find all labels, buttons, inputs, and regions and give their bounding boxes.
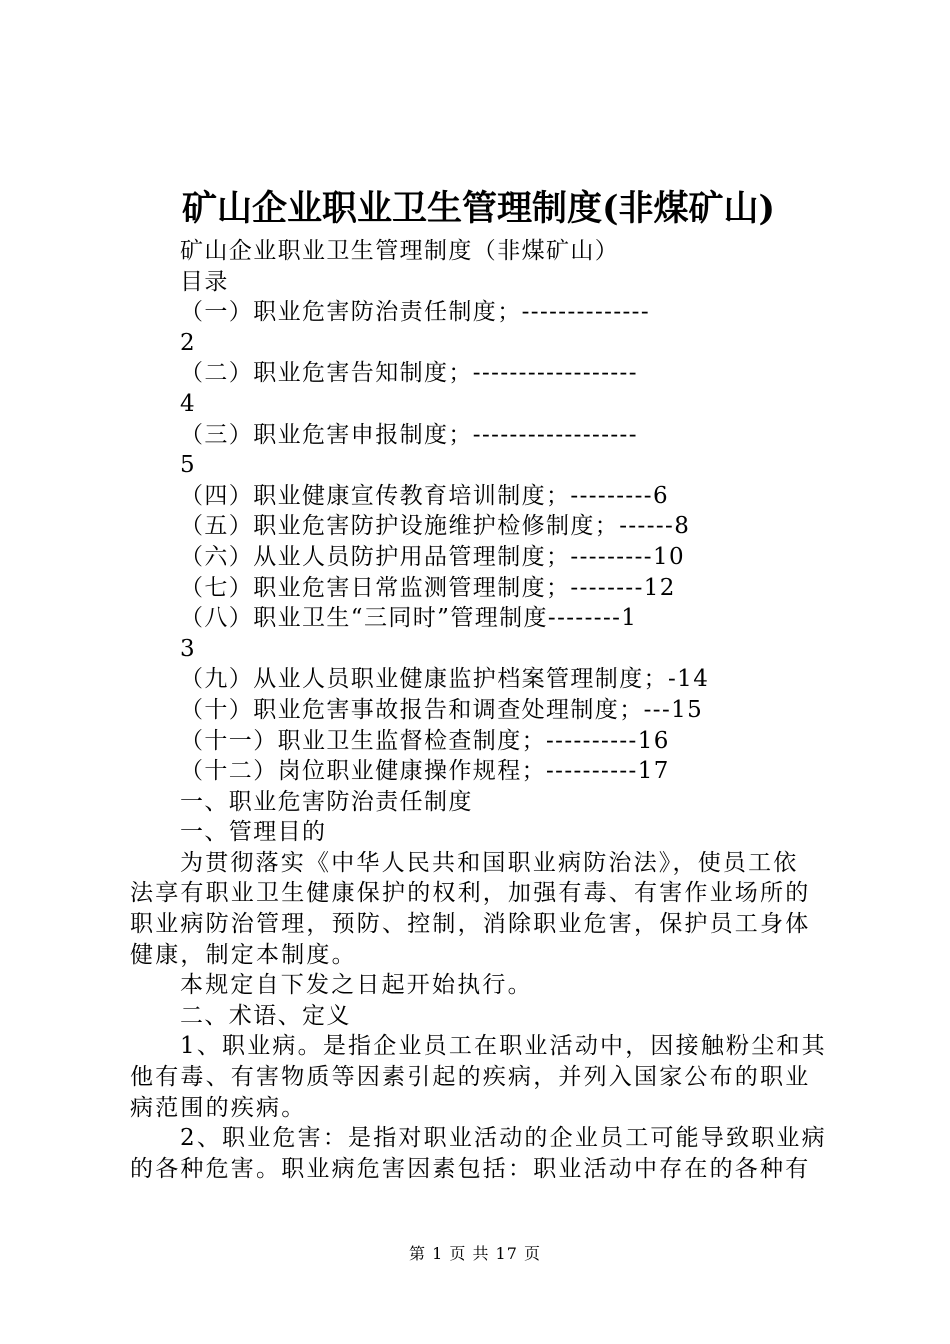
paragraph-line: 职业病防治管理，预防、控制，消除职业危害，保护员工身体 [130,911,811,938]
page-footer: 第 1 页 共 17 页 [409,1244,541,1263]
toc-line: （二）职业危害告知制度；------------------ [180,360,638,387]
toc-line: （十）职业危害事故报告和调查处理制度；---15 [180,696,704,723]
toc-line: （十一）职业卫生监督检查制度；----------16 [180,727,670,754]
document-title: 矿山企业职业卫生管理制度(非煤矿山) [182,188,776,229]
paragraph-line: 他有毒、有害物质等因素引起的疾病，并列入国家公布的职业 [130,1064,811,1091]
toc-line: （九）从业人员职业健康监护档案管理制度；-14 [180,666,710,693]
paragraph-line: 2、职业危害：是指对职业活动的企业员工可能导致职业病 [180,1125,827,1152]
paragraph-line: 为贯彻落实《中华人民共和国职业病防治法》，使员工依 [180,849,799,876]
toc-line: （八）职业卫生“三同时”管理制度--------1 [180,605,638,632]
toc-line: 5 [180,452,197,479]
toc-line: （十二）岗位职业健康操作规程；----------17 [180,758,670,785]
toc-line: （三）职业危害申报制度；------------------ [180,421,638,448]
sub-heading: 一、管理目的 [180,819,327,846]
toc-line: 4 [180,390,197,417]
toc-line: （七）职业危害日常监测管理制度；--------12 [180,574,676,601]
table-of-contents [130,297,830,787]
section-heading: 一、职业危害防治责任制度 [180,788,473,815]
toc-heading: 目录 [180,268,229,295]
paragraph [130,1031,830,1123]
toc-line: 2 [180,329,197,356]
toc-line: 3 [180,635,197,662]
paragraph [130,1123,830,1184]
toc-line: （一）职业危害防治责任制度；-------------- [180,299,651,326]
paragraph-line: 的各种危害。职业病危害因素包括：职业活动中存在的各种有 [130,1155,811,1182]
paragraph-line: 法享有职业卫生健康保护的权利，加强有毒、有害作业场所的 [130,880,811,907]
paragraph [130,848,830,970]
sub-heading: 二、术语、定义 [180,1002,351,1029]
toc-line: （六）从业人员防护用品管理制度；---------10 [180,543,686,570]
paragraph-line: 本规定自下发之日起开始执行。 [180,972,533,999]
document-subtitle: 矿山企业职业卫生管理制度（非煤矿山） [180,238,620,264]
paragraph-line: 1、职业病。是指企业员工在职业活动中，因接触粉尘和其 [180,1033,827,1060]
paragraph [130,970,830,1001]
paragraph-line: 健康，制定本制度。 [130,941,357,968]
document-body [130,236,830,1184]
paragraph-line: 病范围的疾病。 [130,1094,307,1121]
toc-line: （四）职业健康宣传教育培训制度；---------6 [180,482,669,509]
toc-line: （五）职业危害防护设施维护检修制度；------8 [180,513,691,540]
